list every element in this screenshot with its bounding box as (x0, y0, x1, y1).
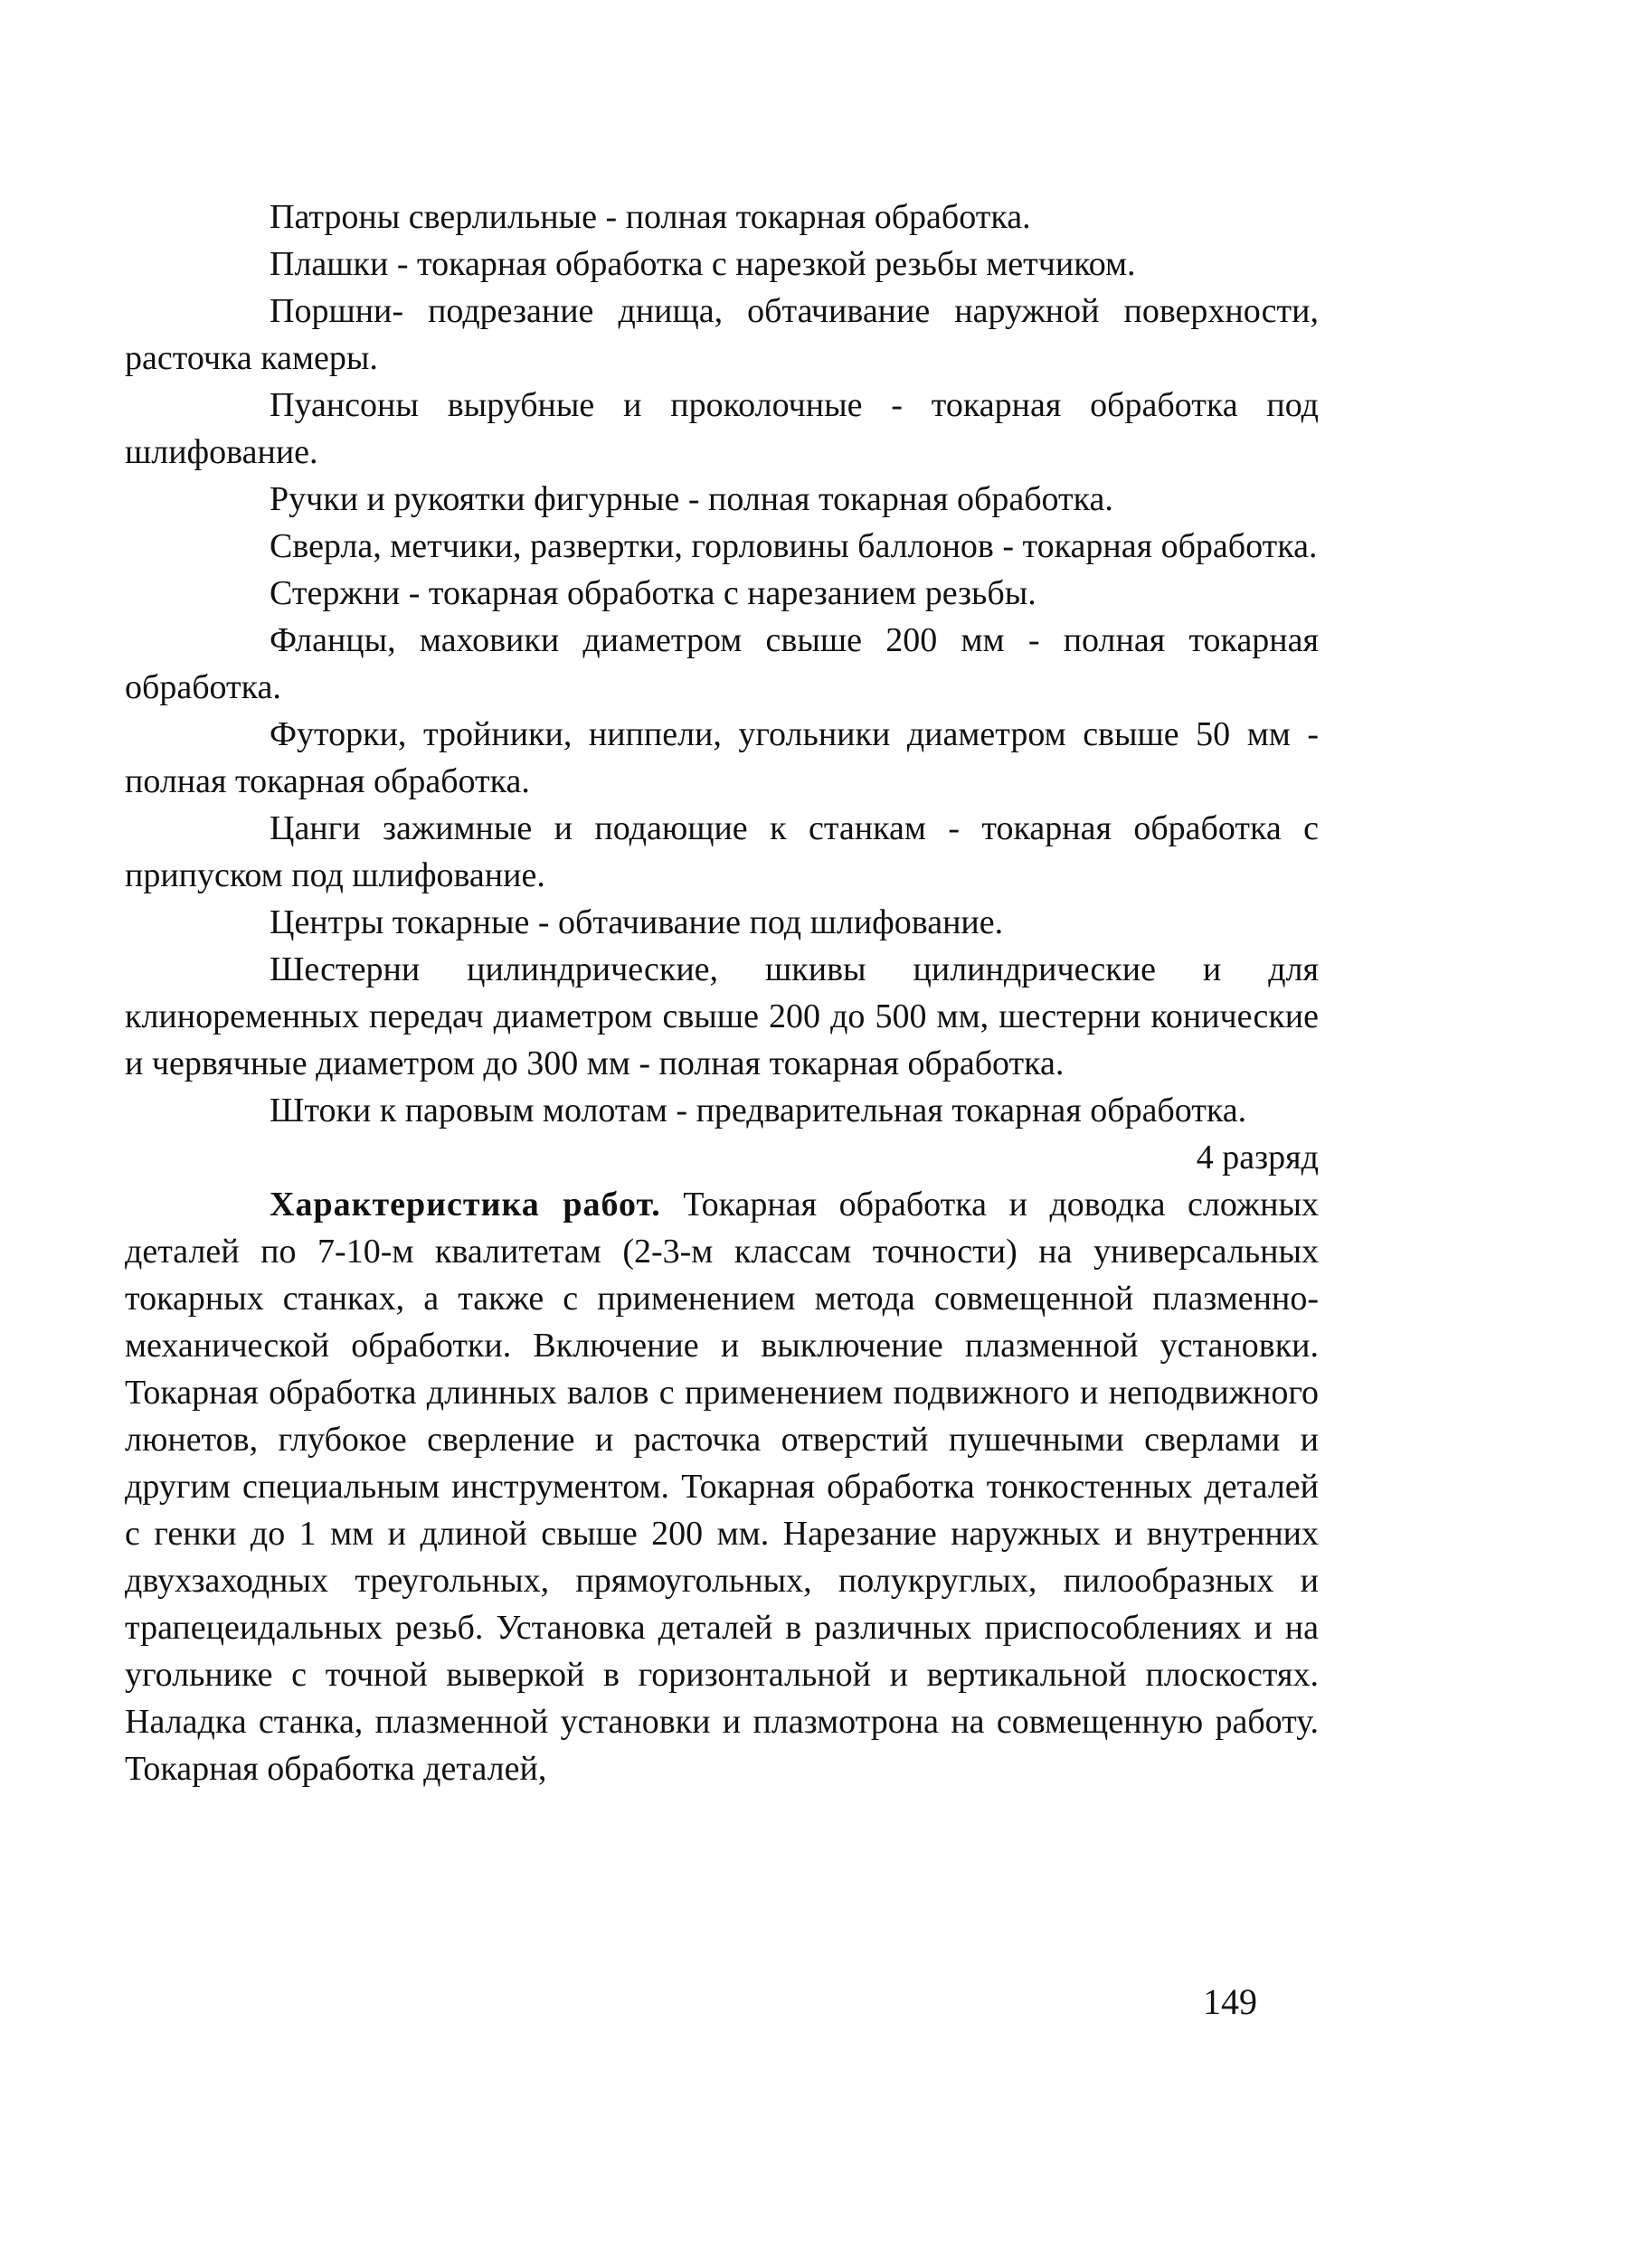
paragraph-pistons: Поршни- подрезание днища, обтачивание наружной поверхности, расточка камеры. (125, 292, 1319, 377)
page-number: 149 (1203, 1981, 1257, 2022)
page-body (125, 194, 1319, 1792)
paragraph-collets: Цанги зажимные и подающие к станкам - токарная обработка с припуском под шлифование. (125, 809, 1319, 894)
paragraph-gears: Шестерни цилиндрические, шкивы цилиндрические и для клиноременных передач диаметром свыше 200 до 500 мм, шестерни конические и червячные диаметром до 300 мм - полная токарная обработка. (125, 950, 1319, 1082)
paragraph-chucks: Патроны сверлильные - полная токарная обработка. (270, 198, 1031, 236)
paragraph-flanges: Фланцы, маховики диаметром свыше 200 мм - полная токарная обработка. (125, 621, 1319, 706)
paragraph-dies: Плашки - токарная обработка с нарезкой резьбы метчиком. (270, 245, 1136, 283)
paragraph-punches: Пуансоны вырубные и проколочные - токарная обработка под шлифование. (125, 386, 1319, 471)
paragraph-rods: Стержни - токарная обработка с нарезанием резьбы. (270, 574, 1036, 612)
paragraph-drills: Сверла, метчики, развертки, горловины баллонов - токарная обработка. (270, 527, 1318, 565)
paragraph-handles: Ручки и рукоятки фигурные - полная токарная обработка. (270, 480, 1113, 518)
paragraph-fittings: Футорки, тройники, ниппели, угольники диаметром свыше 50 мм - полная токарная обработка. (125, 715, 1319, 800)
grade-heading: 4 разряд (1196, 1139, 1319, 1177)
characteristics-text: Токарная обработка и доводка сложных деталей по 7-10-м квалитетам (2-3-м классам точности) на универсальных токарных станках, а также с применением метода совмещенной плазменно-механической обработки. Включение и выключение плазменной установки. Токарная обработка длинных валов с применением подвижного и неподвижного люнетов, глубокое сверление и расточка отверстий пушечными сверлами и другим специальным инструментом. Токарная обработка тонкостенных деталей с генки до 1 мм и длиной свыше 200 мм. Нарезание наружных и внутренних двухзаходных треугольных, прямоугольных, полукруглых, пилообразных и трапецеидальных резьб. Установка деталей в различных приспособлениях и на угольнике с точной выверкой в горизонтальной и вертикальной плоскостях. Наладка станка, плазменной установки и плазмотрона на совмещенную работу. Токарная обработка деталей, (125, 1186, 1320, 1788)
paragraph-stems: Штоки к паровым молотам - предварительная токарная обработка. (270, 1091, 1247, 1129)
characteristics-paragraph (125, 1181, 1319, 1792)
characteristics-label: Характеристика работ. (270, 1186, 661, 1224)
paragraph-centers: Центры токарные - обтачивание под шлифование. (270, 903, 1004, 941)
